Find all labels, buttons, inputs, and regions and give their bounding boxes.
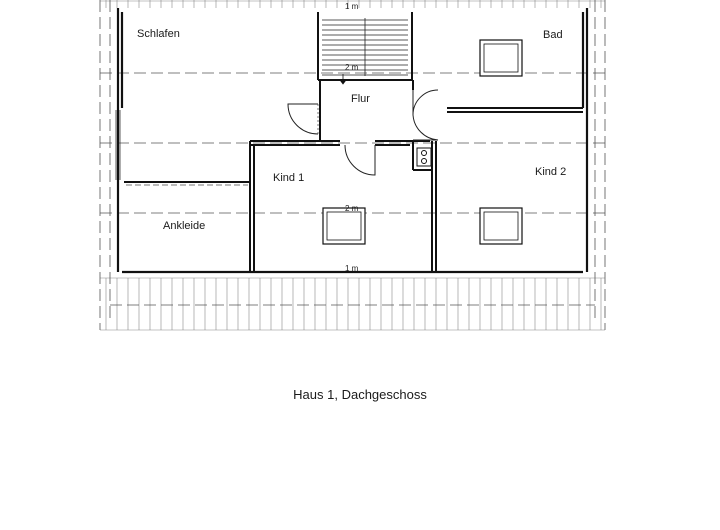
room-label-ankleide: Ankleide	[163, 220, 206, 232]
stove-icon	[417, 148, 431, 166]
dimension-label-top: 1 m	[345, 2, 359, 11]
room-label-bad: Bad	[543, 29, 563, 41]
dimension-label-stair: 2 m	[345, 63, 359, 72]
staircase	[322, 18, 408, 76]
room-label-schlafen: Schlafen	[137, 28, 180, 40]
plan-caption: Haus 1, Dachgeschoss	[293, 387, 427, 402]
room-label-kind2: Kind 2	[535, 166, 567, 178]
room-label-flur: Flur	[351, 93, 370, 105]
dimension-label-bottom: 1 m	[345, 264, 359, 273]
dimension-label-kind1: 2 m	[345, 204, 359, 213]
room-label-kind1: Kind 1	[273, 172, 305, 184]
